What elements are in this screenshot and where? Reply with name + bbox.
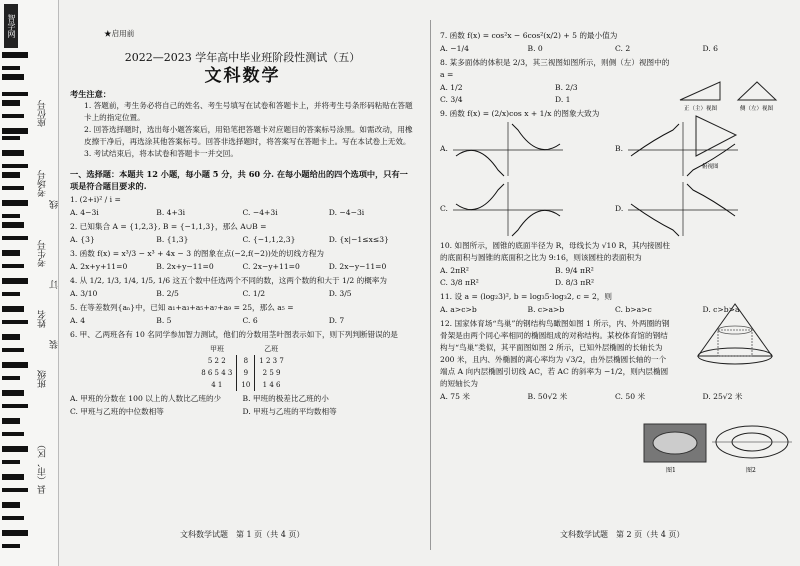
option: C. 3/4 — [440, 95, 463, 104]
barcode-bar — [2, 222, 24, 228]
option: B. 2/3 — [555, 83, 578, 92]
barcode-bar — [2, 530, 28, 536]
sl-left: 4 1 — [211, 381, 223, 389]
option: C. 3/8 πR² — [440, 278, 479, 287]
option: A. −1/4 — [440, 44, 469, 53]
option: A. 4 — [70, 316, 86, 325]
option: D. 2x−y−11=0 — [328, 262, 387, 271]
function-graph — [448, 120, 568, 178]
secret-label: ★启用前 — [104, 29, 135, 38]
barcode-bar — [2, 320, 28, 324]
question — [440, 240, 790, 289]
notice-heading: 考生注意： — [70, 89, 111, 99]
option: B. 5 — [156, 316, 172, 325]
options-row — [440, 391, 790, 403]
sl-right: 2 5 9 — [262, 369, 281, 377]
question — [70, 302, 415, 327]
option: D. 1 — [555, 95, 571, 104]
question-stem: 3. 函数 f(x) = x³/3 − x³ + 4x − 3 的图象在点(−2,f(−2))处的切线方程为 — [70, 249, 325, 258]
option: A. 2x+y+11=0 — [70, 262, 128, 271]
sl-right: 1 4 6 — [262, 381, 281, 389]
barcode-bar — [2, 164, 28, 168]
options-row — [440, 82, 670, 106]
barcode-bar — [2, 278, 28, 284]
barcode-bar — [2, 516, 24, 520]
option: D. 3/5 — [328, 289, 352, 298]
option: C. 6 — [242, 316, 258, 325]
option: D. 8/3 πR² — [555, 278, 595, 287]
option: B. 2x+y−11=0 — [156, 262, 214, 271]
barcode-bar — [2, 502, 20, 508]
label-name: 姓名 — [38, 310, 48, 328]
binding-sidebar — [0, 0, 59, 566]
option: C. b>a>c — [615, 305, 652, 314]
option: D. — [615, 204, 624, 213]
options-row — [440, 43, 790, 55]
sl-left: 8 6 5 4 3 — [201, 369, 233, 377]
sl-stem: 10 — [237, 379, 255, 391]
option: A. {3} — [70, 235, 95, 244]
barcode-bar — [2, 334, 20, 340]
option: B. 0 — [527, 44, 543, 53]
option: A. 75 米 — [440, 392, 470, 401]
option: A. — [440, 144, 448, 153]
option: B. 2/5 — [156, 289, 179, 298]
bird-nest-figures — [642, 420, 792, 476]
sl-stem: 8 — [237, 355, 255, 367]
barcode-bar — [2, 136, 20, 140]
barcode-strip — [2, 52, 30, 552]
notice-item: 3. 考试结束后，将本试卷和答题卡一并交回。 — [84, 149, 238, 158]
barcode-bar — [2, 250, 20, 256]
barcode-bar — [2, 306, 24, 312]
side-view-label: 侧（左）视图 — [740, 106, 774, 112]
barcode-bar — [2, 66, 20, 70]
stem-leaf-header-right: 乙班 — [264, 345, 279, 353]
option: D. 6 — [702, 44, 718, 53]
question-stem: 7. 函数 f(x) = cos²x − 6cos²(x/2) + 5 的最小值为 — [440, 31, 618, 40]
option: A. a>c>b — [440, 305, 477, 314]
option: A. 3/10 — [70, 289, 98, 298]
option: C. {−1,1,2,3} — [242, 235, 296, 244]
barcode-bar — [2, 114, 24, 118]
option: A. 2πR² — [440, 266, 469, 275]
question — [70, 221, 415, 246]
question-stem: 9. 函数 f(x) = (2/x)cos x + 1/x 的图象大致为 — [440, 109, 600, 118]
options-row — [70, 315, 415, 327]
option: C. 1/2 — [242, 289, 266, 298]
logo-mark: 智学网 — [4, 4, 18, 48]
page-divider — [430, 20, 431, 550]
notice-list — [70, 100, 415, 160]
front-view-label: 正（主）视图 — [684, 106, 718, 112]
barcode-bar — [2, 52, 28, 58]
notice-item: 1. 答题前，考生务必将自己的姓名、考生号填写在试卷和答题卡上，并将考生号条形码粘贴在答题卡上的指定位置。 — [84, 101, 413, 122]
barcode-bar — [2, 348, 24, 352]
barcode-bar — [2, 362, 28, 368]
question-list-left — [70, 194, 415, 341]
option: D. −4−3i — [328, 208, 365, 217]
options-row — [70, 234, 415, 246]
notice-item: 2. 回答选择题时，选出每小题答案后，用铅笔把答题卡对应题目的答案标号涂黑。如需改动，用橡皮擦干净后，再选涂其他答案标号。回答非选择题时，将答案写在答题卡上。写在本试卷上无效。 — [84, 125, 413, 146]
exam-title: 2022—2023 学年高中毕业班阶段性测试（五） — [124, 51, 361, 64]
barcode-bar — [2, 418, 20, 424]
question-stem: 5. 在等差数列{aₙ}中，已知 a₁+a₃+a₅+a₇+a₉ = 25，那么 a₅ = — [70, 303, 294, 312]
three-views-figure — [676, 80, 786, 170]
question — [440, 30, 790, 55]
barcode-bar — [2, 150, 24, 156]
footer-page2: 文科数学试题 第 2 页（共 4 页） — [560, 530, 685, 539]
question-stem: 12. 国家体育场“鸟巢”的钢结构鸟瞰图如图 1 所示，内、外两圈的钢骨架是由两个同心率相同的椭圆组成的对称结构。某校体育馆的钢结构与“鸟巢”类似，其平面图如图 2 所示，已知外层椭圆的长轴长为 200 米，且内、外椭圆的离心率均为 √3/2，由外层椭圆长轴的一个端点 A 向内层椭圆引切线 AC，若 AC 的斜率为 −1/2，则内层椭圆的短轴长为 — [440, 319, 670, 388]
option: B. c>a>b — [527, 305, 565, 314]
barcode-bar — [2, 292, 20, 296]
barcode-bar — [2, 544, 20, 548]
option: D. 甲班与乙班的平均数相等 — [242, 407, 337, 416]
barcode-bar — [2, 92, 28, 96]
stem-leaf-header-left: 甲班 — [210, 345, 225, 353]
stem-leaf-plot — [197, 343, 288, 391]
options-row — [70, 406, 415, 418]
side-view-shape — [738, 82, 776, 100]
label-examno: 考生号 — [38, 240, 48, 267]
barcode-bar — [2, 446, 28, 452]
fig1-label: 图1 — [666, 467, 676, 474]
barcode-bar — [2, 172, 20, 178]
question-stem: 11. 设 a = (log₂3)², b = log₃5·log₃2, c = 2，则 — [440, 292, 612, 301]
barcode-bar — [2, 390, 24, 396]
graph-option — [615, 180, 790, 238]
options-row — [70, 288, 415, 300]
q6-options — [70, 393, 415, 418]
label-class: 班级 — [38, 370, 48, 388]
option: B. — [615, 144, 623, 153]
options-row — [70, 207, 415, 219]
options-row — [70, 393, 415, 405]
option: D. 7 — [328, 316, 345, 325]
barcode-bar — [2, 432, 24, 436]
barcode-bar — [2, 186, 24, 190]
label-room: 考场号 — [38, 170, 48, 197]
question-stem: 10. 如图所示，圆锥的底面半径为 R，母线长为 √10 R，其内接圆柱的底面积与圆锥的底面积之比为 9:16，则该圆柱的表面积为 — [440, 241, 670, 262]
barcode-bar — [2, 404, 28, 408]
option: C. — [440, 204, 448, 213]
function-graph — [448, 180, 568, 238]
left-column — [70, 28, 415, 419]
sl-stem: 9 — [237, 367, 255, 379]
barcode-bar — [2, 200, 28, 206]
graph-option — [440, 120, 615, 178]
option: A. 1/2 — [440, 83, 463, 92]
top-view-label: 俯视图 — [702, 164, 719, 170]
option: C. 甲班与乙班的中位数相等 — [70, 407, 164, 416]
front-view-shape — [680, 82, 720, 100]
cut-mark-staple: 装 — [50, 340, 60, 349]
function-graph — [623, 180, 743, 238]
question — [70, 248, 415, 273]
question-stem: 1. (2+i)² / i = — [70, 195, 121, 204]
option: A. 甲班的分数在 100 以上的人数比乙班的少 — [70, 394, 222, 403]
question-stem: 4. 从 1/2, 1/3, 1/4, 1/5, 1/6 这五个数中任选两个不同的数，这两个数的和大于 1/2 的概率为 — [70, 276, 387, 285]
option: D. c>b>a — [702, 305, 740, 314]
sl-right: 1 2 3 7 — [259, 357, 284, 365]
option: B. 9/4 πR² — [555, 266, 594, 275]
subject-title: 文科数学 — [204, 66, 281, 86]
barcode-bar — [2, 264, 24, 268]
question-stem: 6. 甲、乙两班各有 10 名同学参加智力测试，他们的分数用茎叶图表示如下，则下列判断错误的是 — [70, 330, 398, 339]
question-stem: 8. 某多面体的体积是 2/3，其三视图如图所示，则侧（左）视图中的 a = — [440, 58, 670, 79]
barcode-bar — [2, 128, 28, 134]
barcode-bar — [2, 100, 20, 106]
footer-page1: 文科数学试题 第 1 页（共 4 页） — [180, 530, 305, 539]
option: B. 4+3i — [156, 208, 186, 217]
graph-option — [440, 180, 615, 238]
option: B. 甲班的极差比乙班的小 — [242, 394, 329, 403]
barcode-bar — [2, 460, 20, 464]
question — [70, 275, 415, 300]
section-heading: 一、选择题：本题共 12 小题，每小题 5 分，共 60 分. 在每小题给出的四个选项中，只有一项是符合题目要求的. — [70, 169, 408, 191]
option: A. 4−3i — [70, 208, 99, 217]
cone-figure — [690, 300, 780, 370]
barcode-bar — [2, 214, 20, 218]
option: D. {x|−1≤x≤3} — [328, 235, 389, 244]
option: C. −4+3i — [242, 208, 278, 217]
question — [70, 194, 415, 219]
label-county: 县（市、区） — [38, 440, 48, 494]
barcode-bar — [2, 488, 28, 492]
option: C. 50 米 — [615, 392, 646, 401]
top-view-shape — [696, 116, 736, 156]
option: D. 25√2 米 — [702, 392, 743, 401]
option: B. 50√2 米 — [527, 392, 568, 401]
fig2-label: 图2 — [746, 467, 756, 474]
barcode-bar — [2, 74, 24, 80]
cut-mark-bind: 订 — [50, 280, 60, 289]
barcode-bar — [2, 474, 24, 480]
barcode-bar — [2, 236, 28, 240]
options-row — [70, 261, 415, 273]
label-seat: 座位号 — [38, 100, 48, 127]
options-row — [440, 265, 670, 289]
option: C. 2x−y+11=0 — [242, 262, 300, 271]
cut-mark-line: 线 — [50, 200, 60, 209]
question-stem: 2. 已知集合 A = {1,2,3}, B = {−1,1,3}，那么 A∪B = — [70, 222, 267, 231]
option: B. {1,3} — [156, 235, 189, 244]
option: C. 2 — [615, 44, 631, 53]
sl-left: 5 2 2 — [207, 357, 226, 365]
barcode-bar — [2, 376, 20, 380]
